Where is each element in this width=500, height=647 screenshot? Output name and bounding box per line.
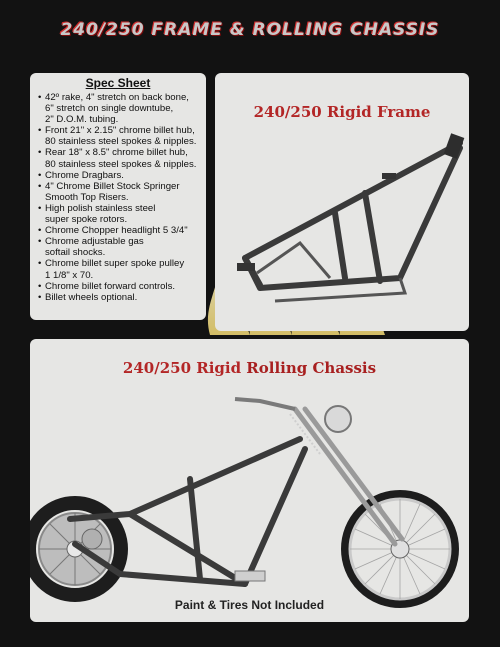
page-title: 240/250 FRAME & ROLLING CHASSIS [60,20,440,40]
spec-item: super spoke rotors. [45,214,128,226]
rolling-chassis-panel [30,339,469,622]
rigid-frame-illustration [215,73,469,331]
spec-item: 2" D.O.M. tubing. [45,114,119,126]
spec-item: • High polish stainless steel [38,203,206,214]
spec-item: • Chrome adjustable gas [38,236,206,247]
spec-item: • Chrome Chopper headlight 5 3/4" [38,225,206,236]
spec-item: Smooth Top Risers. [45,191,129,203]
spec-item: • 4" Chrome Billet Stock Springer [38,181,206,192]
spec-item: • 42º rake, 4" stretch on back bone, [38,92,206,103]
spec-item: • Chrome Dragbars. [38,170,206,181]
spec-item: • Chrome billet forward controls. [38,281,206,292]
rolling-chassis-illustration [30,339,469,622]
spec-item: 6" stretch on single downtube, [45,103,174,115]
front-wheel [345,494,455,604]
rigid-frame-title: 240/250 Rigid Frame [253,103,431,121]
spec-item: • Rear 18" x 8.5" chrome billet hub, [38,147,206,158]
rolling-chassis-title-part1: 240/250 Rigid [122,359,247,377]
spec-sheet-panel [30,73,206,320]
disclaimer-note: Paint & Tires Not Included [174,598,325,612]
spec-item: • Front 21" x 2.15" chrome billet hub, [38,125,206,136]
spec-item: 80 stainless steel spokes & nipples. [45,158,197,170]
spec-item: • Chrome billet super spoke pulley [38,258,206,269]
spec-item: • Billet wheels optional. [38,292,206,303]
spec-item: 1 1/8" x 70. [45,269,94,281]
headlight-icon [325,406,351,432]
spec-sheet-heading: Spec Sheet [85,76,151,90]
spec-item: softail shocks. [45,247,106,259]
rigid-frame-panel [215,73,469,331]
spec-item: 80 stainless steel spokes & nipples. [45,136,197,148]
spec-list [30,92,206,303]
rolling-chassis-title-part2: Rolling Chassis [246,359,377,377]
